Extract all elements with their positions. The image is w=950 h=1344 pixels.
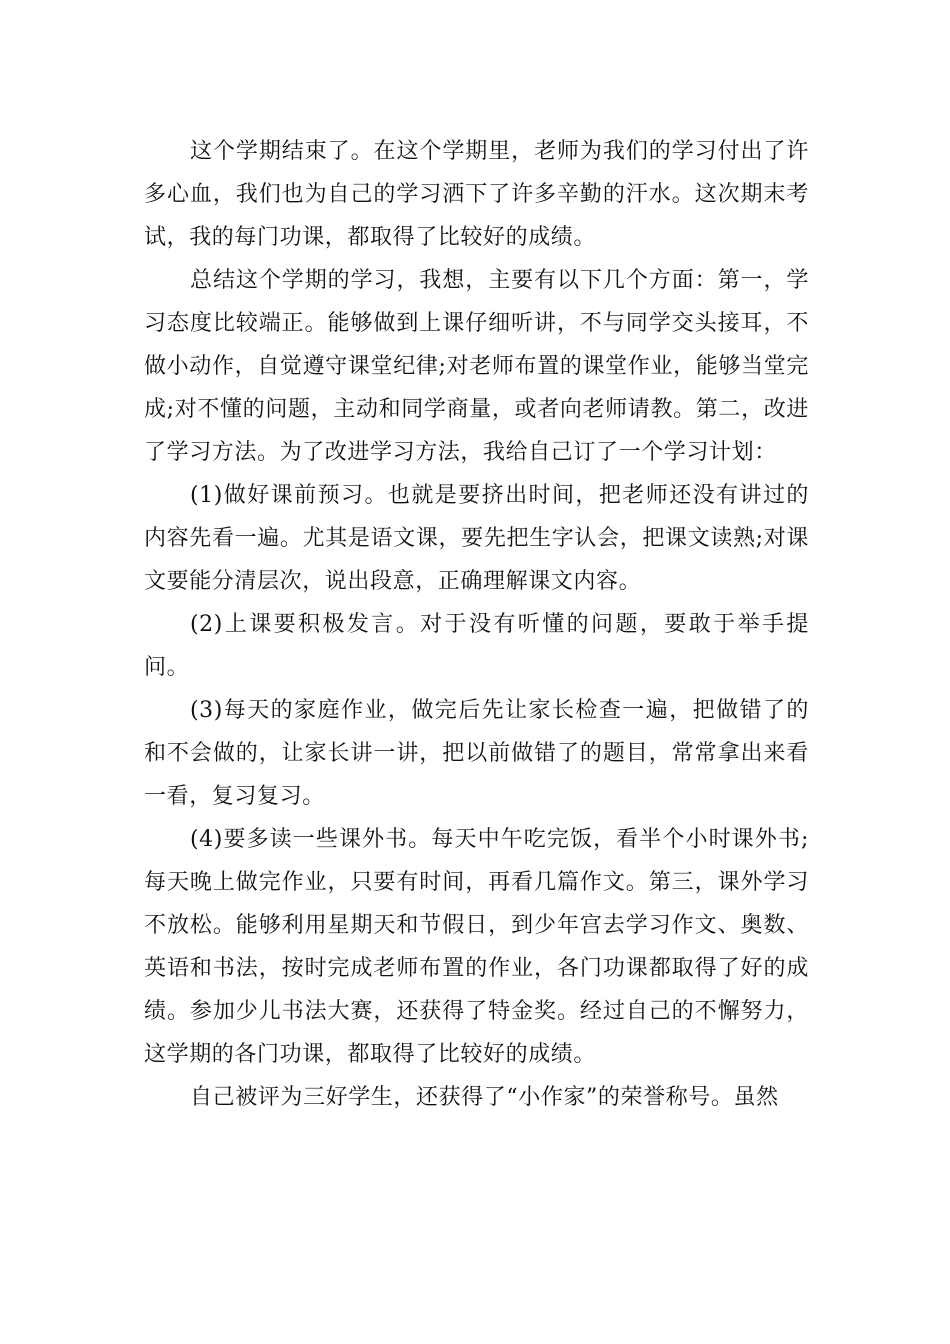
paragraph-plan-2: (2)上课要积极发言。对于没有听懂的问题，要敢于举手提问。 <box>144 612 809 680</box>
paragraph-plan-3: (3)每天的家庭作业，做完后先让家长检查一遍，把做错了的和不会做的，让家长讲一讲，把以前做错了的题目，常常拿出来看一看，复习复习。 <box>144 698 809 809</box>
paragraph-plan-1: (1)做好课前预习。也就是要挤出时间，把老师还没有讲过的内容先看一遍。尤其是语文课，要先把生字认会，把课文读熟;对课文要能分清层次，说出段意，正确理解课文内容。 <box>144 483 809 594</box>
document-body <box>144 130 809 1119</box>
paragraph-honors: 自己被评为三好学生，还获得了“小作家”的荣誉称号。虽然 <box>190 1085 779 1110</box>
paragraph-summary: 总结这个学期的学习，我想，主要有以下几个方面：第一，学习态度比较端正。能够做到上课仔细听讲，不与同学交头接耳，不做小动作，自觉遵守课堂纪律;对老师布置的课堂作业，能够当堂完成;对不懂的问题，主动和同学商量，或者向老师请教。第二，改进了学习方法。为了改进学习方法，我给自己订了一个学习计划： <box>144 268 809 465</box>
paragraph-semester-end: 这个学期结束了。在这个学期里，老师为我们的学习付出了许多心血，我们也为自己的学习洒下了许多辛勤的汗水。这次期末考试，我的每门功课，都取得了比较好的成绩。 <box>144 139 809 250</box>
paragraph-plan-4: (4)要多读一些课外书。每天中午吃完饭，看半个小时课外书;每天晚上做完作业，只要有时间，再看几篇作文。第三，课外学习不放松。能够利用星期天和节假日，到少年宫去学习作文、奥数、英语和书法，按时完成老师布置的作业，各门功课都取得了好的成绩。参加少儿书法大赛，还获得了特金奖。经过自己的不懈努力，这学期的各门功课，都取得了比较好的成绩。 <box>144 827 809 1067</box>
